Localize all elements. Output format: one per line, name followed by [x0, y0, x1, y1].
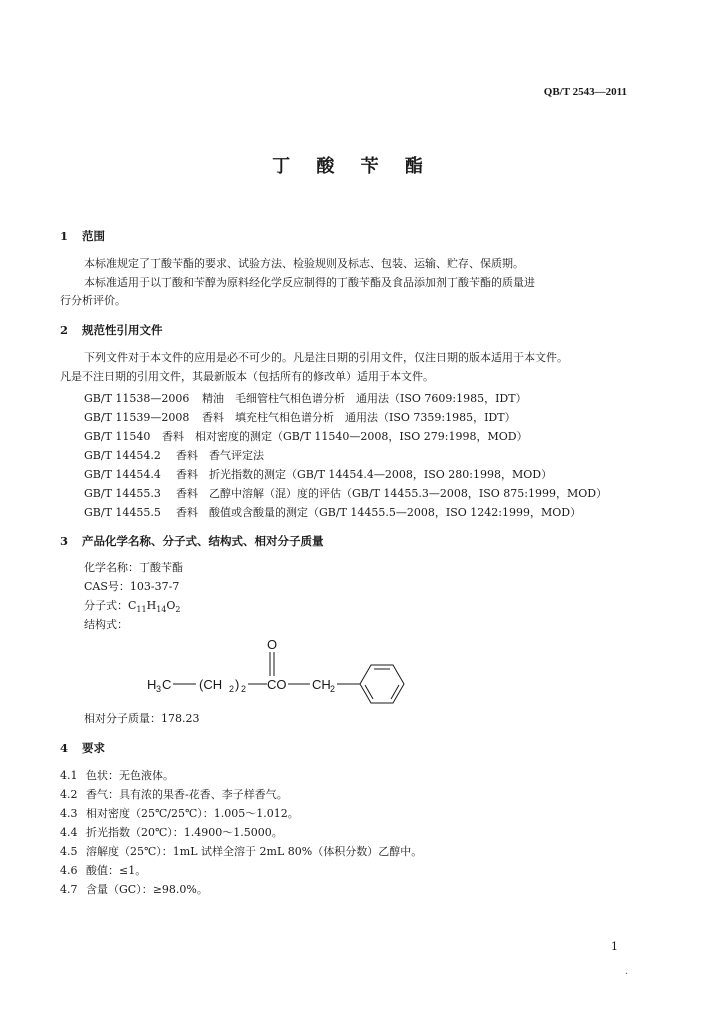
page-title: 丁 酸 苄 酯: [272, 156, 433, 177]
struct-ch2-sub2: 2: [330, 684, 336, 694]
reference-desc: 香料 填充柱气相色谱分析 通用法（ISO 7359:1985，IDT）: [202, 411, 516, 424]
requirement-text: 含量（GC）：≥98.0%。: [86, 883, 208, 896]
reference-desc: 香料 香气评定法: [176, 449, 264, 462]
section-title: 要求: [82, 741, 105, 755]
struct-h3c-c: C: [162, 677, 172, 692]
requirement-item: [60, 767, 174, 783]
struct-ch2-group: (CH: [199, 677, 223, 692]
section-title: 范围: [82, 229, 105, 243]
struct-ch2: CH: [312, 677, 331, 692]
reference-code: GB/T 14455.3: [84, 487, 161, 500]
standard-code: QB/T 2543—2011: [543, 86, 627, 98]
formula-o-count: 2: [175, 605, 181, 615]
section-1-heading: [60, 228, 105, 244]
reference-item: [84, 409, 516, 425]
struct-o-top: O: [267, 637, 278, 652]
scope-paragraph-1: 本标准规定了丁酸苄酯的要求、试验方法、检验规则及标志、包装、运输、贮存、保质期。: [84, 257, 524, 270]
reference-desc: 香料 酸值或含酸量的测定（GB/T 14455.5—2008，ISO 1242:1999，MOD）: [176, 506, 582, 519]
requirement-number: 4.1: [60, 769, 78, 782]
requirement-text: 折光指数（20℃）：1.4900～1.5000。: [86, 826, 283, 839]
section-2-heading: [60, 322, 163, 338]
normative-intro-line-2: 凡是不注日期的引用文件，其最新版本（包括所有的修改单）适用于本文件。: [60, 370, 434, 383]
reference-desc: 香料 折光指数的测定（GB/T 14454.4—2008，ISO 280:1998，MOD）: [176, 468, 553, 481]
struct-h3c-sub: 3: [156, 684, 162, 694]
requirement-item: [60, 843, 422, 859]
requirement-item: [60, 786, 288, 802]
requirement-text: 酸值：≤1。: [86, 864, 147, 877]
struct-ch2-repeat: 2: [241, 684, 247, 694]
struct-ch2-close: ): [235, 677, 240, 692]
requirement-number: 4.5: [60, 845, 78, 858]
benzene-inner-bond: [391, 685, 399, 699]
reference-item: [84, 447, 264, 463]
requirement-number: 4.3: [60, 807, 78, 820]
cas-number: CAS号：103-37-7: [84, 580, 180, 593]
reference-code: GB/T 11539—2008: [84, 411, 190, 424]
formula-h: H: [146, 599, 157, 612]
requirement-text: 香气：具有浓的果香-花香、李子样香气。: [86, 788, 288, 801]
structure-label: 结构式：: [84, 618, 128, 631]
section-number: 1: [60, 229, 69, 243]
benzene-ring: [360, 665, 404, 703]
section-number: 2: [60, 323, 69, 337]
formula-c: C: [128, 599, 137, 612]
molecular-weight: 相对分子质量：178.23: [84, 712, 200, 725]
chemical-name: 化学名称：丁酸苄酯: [84, 561, 183, 574]
reference-item: [84, 485, 607, 501]
struct-ch2-sub: 2: [229, 684, 235, 694]
requirement-text: 相对密度（25℃/25℃）：1.005～1.012。: [86, 807, 299, 820]
reference-item: [84, 504, 581, 520]
requirement-text: 溶解度（25℃）：1mL 试样全溶于 2mL 80%（体积分数）乙醇中。: [86, 845, 423, 858]
reference-desc: 精油 毛细管柱气相色谱分析 通用法（ISO 7609:1985，IDT）: [202, 392, 527, 405]
reference-item: [84, 390, 527, 406]
struct-h3c-h: H: [147, 677, 157, 692]
scope-paragraph-2-line-1: 本标准适用于以丁酸和苄醇为原料经化学反应制得的丁酸苄酯及食品添加剂丁酸苄酯的质量进: [84, 276, 535, 289]
benzene-inner-bond: [365, 685, 373, 699]
requirement-number: 4.7: [60, 883, 78, 896]
formula-o: O: [166, 599, 176, 612]
requirement-item: [60, 862, 146, 878]
scope-paragraph-2-line-2: 行分析评价。: [60, 294, 126, 307]
reference-desc: 香料 乙醇中溶解（混）度的评估（GB/T 14455.3—2008，ISO 875:1999，MOD）: [176, 487, 608, 500]
section-title: 规范性引用文件: [82, 323, 163, 337]
normative-intro-line-1: 下列文件对于本文件的应用是必不可少的。凡是注日期的引用文件，仅注日期的版本适用于本文件。: [84, 351, 568, 364]
reference-item: [84, 428, 528, 444]
reference-code: GB/T 11540: [84, 430, 151, 443]
requirement-item: [60, 881, 208, 897]
requirement-number: 4.6: [60, 864, 78, 877]
requirement-item: [60, 824, 283, 840]
reference-item: [84, 466, 552, 482]
formula-h-count: 14: [156, 605, 167, 615]
section-4-heading: [60, 740, 105, 756]
requirement-number: 4.2: [60, 788, 78, 801]
structural-formula: [140, 634, 420, 706]
requirement-item: [60, 805, 299, 821]
formula-c-count: 11: [136, 605, 147, 615]
section-3-heading: [60, 533, 324, 549]
page-mark: .: [625, 966, 629, 977]
requirement-number: 4.4: [60, 826, 78, 839]
section-number: 3: [60, 534, 69, 548]
reference-code: GB/T 14455.5: [84, 506, 161, 519]
struct-co: CO: [267, 677, 287, 692]
reference-code: GB/T 11538—2006: [84, 392, 190, 405]
page-number: 1: [611, 940, 618, 953]
section-number: 4: [60, 741, 69, 755]
section-title: 产品化学名称、分子式、结构式、相对分子质量: [82, 534, 324, 548]
reference-code: GB/T 14454.4: [84, 468, 161, 481]
reference-code: GB/T 14454.2: [84, 449, 161, 462]
requirement-text: 色状：无色液体。: [86, 769, 174, 782]
formula-label: 分子式：: [84, 599, 128, 612]
reference-desc: 香料 相对密度的测定（GB/T 11540—2008，ISO 279:1998，MOD）: [162, 430, 528, 443]
